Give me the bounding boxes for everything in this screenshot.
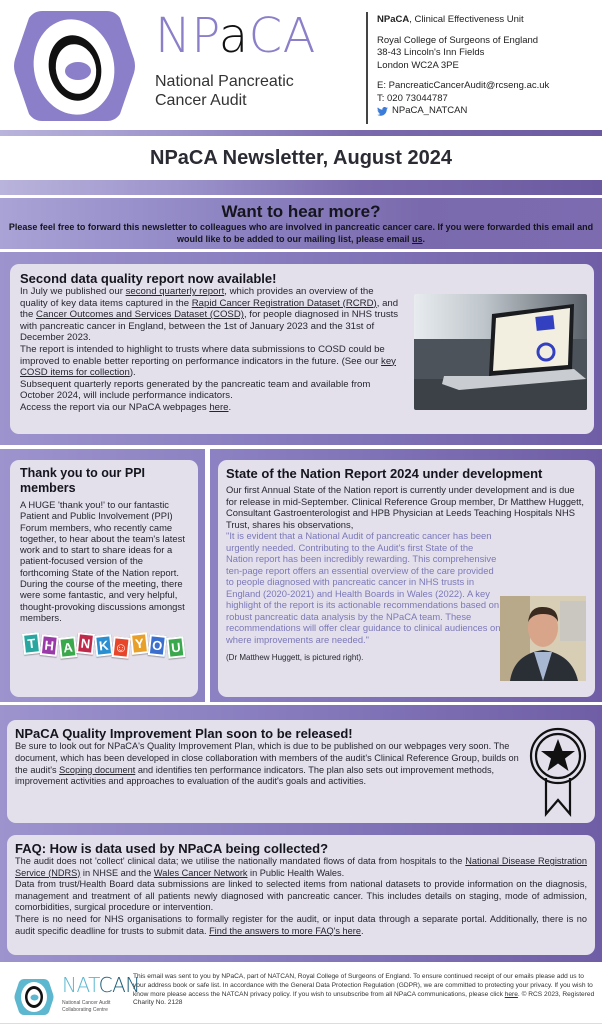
contact-info: NPaCA, Clinical Effectiveness Unit Royal College of Surgeons of England 38-43 Lincoln's Inn Fields London WC2A 3PE E: PancreaticCancerAudit@rcseng.ac.uk T: 020 73044787 NPaCA_NATCAN [377,14,550,116]
npaca-logo-icon [12,7,137,125]
email-us-link[interactable]: us [412,233,423,244]
thank-you-letter-tile: T [22,632,41,655]
data-quality-report-card: Second data quality report now available! In July we published our second quarterly report, which provides an overview of the quality of key data items captured in the Rapid Cancer Registration Dataset (RCRD), and the Cancer Outcomes and Services Dataset (COSD), for people diagnosed in NHS trusts with pancreatic cancer in England, between the 1st of January 2023 and the 31st of December 2023. The report is intended to highlight to trusts where data submissions to COSD could be improved to enable better reporting on performance indicators in the future. (See our key COSD items for collection). Subsequent quarterly reports generated by the pancreatic team and available from October 2024, will include performance indicators. Access the report via our NPaCA webpages here. [10,264,594,434]
faq-card: FAQ: How is data used by NPaCA being collected? The audit does not 'collect' clinical data; we utilise the nationally mandated flows of data from hospitals to the National Disease Registration Service (NDRS) in NHSE and the Wales Cancer Network in Public Health Wales. Data from trust/Health Board data submissions are linked to selected items from national datasets to provide information on the diagnosis, management and treatment of all patients newly diagnosed with pancreatic cancer. This includes details on staging, mode of admission, comorbidities, surgical procedure or intervention. There is no need for NHS organisations to formally register for the audit, or input data through a separate portal. Additionally, there is no audit specific deadline for trusts to submit data. Find the answers to more FAQ's here. [7,835,595,955]
hear-more-banner [0,198,602,250]
brand-name: NPaCA [155,8,316,64]
twitter-link[interactable]: NPaCA_NATCAN [377,105,549,118]
hear-more-text: Please feel free to forward this newsletter to colleagues who are involved in pancreatic cancer care. If you were forwarded this email and would like to be added to our mailing list, please email us. [8,222,594,244]
thank-you-letter-tile: K [94,634,113,657]
newsletter-title: NPaCA Newsletter, August 2024 [150,146,452,169]
thank-you-letter-tile: O [148,634,167,657]
divider-line [0,962,602,965]
scoping-document-link[interactable]: Scoping document [59,764,136,775]
card-title: State of the Nation Report 2024 under development [226,466,543,481]
contact-email[interactable]: E: PancreaticCancerAudit@rcseng.ac.uk [377,80,550,91]
header-divider [366,12,368,124]
ndrs-link[interactable]: National Disease Registration Service (NDRS) [15,856,587,878]
card-title: FAQ: How is data used by NPaCA being collected? [15,841,329,856]
card-title: NPaCA Quality Improvement Plan soon to be released! [15,726,353,741]
newsletter-title-band [0,136,602,180]
quality-improvement-card: NPaCA Quality Improvement Plan soon to be released! Be sure to look out for NPaCA's Quality Improvement Plan, which is due to be published on our webpages very soon. The document, which has been developed in close collaboration with members of the audit's Clinical Reference Group, builds on the audit's Scoping document and identifies ten performance indicators. The plan also sets out improvement methods, improvement activities and approaches to evaluation of the audit's goals and activities. [7,720,595,823]
wales-cancer-network-link[interactable]: Wales Cancer Network [153,867,248,878]
card-title: Thank you to our PPI members [20,466,146,495]
card-title: Second data quality report now available! [20,271,277,286]
brand-subtitle: National Pancreatic Cancer Audit [155,73,294,109]
contact-phone: T: 020 73044787 [377,92,448,104]
hear-more-title: Want to hear more? [221,202,381,221]
newsletter-header [0,0,602,130]
laptop-dashboard-photo [414,294,587,410]
natcan-wordmark: NATCAN [62,973,140,997]
huggett-quote: "It is evident that a National Audit of pancreatic cancer has been urgently needed. Contributing to the Audit's first State of the Nation report has been incredibly rewarding. This comprehensive ten-page report offers an essential overview of the care provided to people diagnosed with pancreatic cancer in NHS trusts in England (2020-2021) and Health Boards in Wales (2022). A key highlight of the report is its actionable recommendations based on robust pancreatic data analysis by the NPaCA team. These recommendations will offer clear guidance to clinical audiences on where improvements are needed." [226,530,501,645]
column-divider [205,449,210,703]
rcrd-link[interactable]: Rapid Cancer Registration Dataset (RCRD) [191,297,377,309]
twitter-bird-icon [377,107,388,116]
thank-you-letter-tile: Y [130,632,149,655]
thank-you-letter-tile: U [166,636,185,659]
award-rosette-icon [527,726,589,818]
state-of-nation-card: State of the Nation Report 2024 under development Our first Annual State of the Nation report is currently under development and is due for release in mid-September. Clinical Reference Group member, Dr Matthew Huggett, Consultant Gastroenterologist and HPB Physician at Leeds Teaching Hospitals NHS Trust, shares his observations, "It is evident that a National Audit of pancreatic cancer has been urgently needed. Contributing to the Audit's first State of the Nation report has been incredibly rewarding. This comprehensive ten-page report offers an essential overview of the care provided to people diagnosed with pancreatic cancer in NHS trusts in England (2020-2021) and Health Boards in Wales (2022). A key highlight of the report is its actionable recommendations based on robust pancreatic data analysis by the NPaCA team. These recommendations will offer clear guidance to clinical audiences on where improvements are needed." (Dr Matthew Huggett, is pictured right). [218,460,595,697]
thank-you-letter-tile: ☺ [112,636,131,659]
key-cosd-items-link[interactable]: key COSD items for collection [20,355,396,379]
thank-you-letter-tile: N [76,632,95,655]
ppi-thank-you-card: Thank you to our PPI members A HUGE 'thank you!' to our fantastic Patient and Public Involvement (PPI) Forum members, who recently came together, to hear about the team's latest work and to start to share ideas for a patient-focused version of the forthcoming State of the Nation report. During the course of the meeting, there were some fantastic, and very helpful, thought-provoking discussions amongst members. T H A N K ☺ Y O U [10,460,198,697]
report-here-link[interactable]: here [209,401,229,413]
unsubscribe-link[interactable]: here [504,990,518,998]
thank-you-letter-tile: A [58,636,77,659]
dr-matthew-huggett-photo [500,596,586,681]
footer-legal-text: This email was sent to you by NPaCA, part of NATCAN, Royal College of Surgeons of England. To ensure continued receipt of our emails please add us to your address book or safe list. In accordance with the General Data Protection Regulation (GDPR), we are committed to protecting your privacy. If you wish to know more please access the NATCAN privacy policy. If you wish to unsubscribe from all NPaCA communications, please click here. © RCS 2023, Registered Charity No. 2128 [133,973,595,1007]
natcan-logo-icon [14,977,54,1017]
footer [0,968,602,1024]
brand-block [155,8,316,110]
second-quarterly-report-link[interactable]: second quarterly report [125,286,225,297]
more-faqs-link[interactable]: Find the answers to more FAQ's here [209,925,361,936]
thank-you-letter-tile: H [40,634,59,657]
natcan-subtitle: National Cancer Audit Collaborating Centre [62,1000,111,1013]
photo-caption: (Dr Matthew Huggett, is pictured right). [226,653,364,662]
cosd-link[interactable]: Cancer Outcomes and Services Dataset (COSD) [36,309,244,321]
thank-you-image [23,633,188,654]
